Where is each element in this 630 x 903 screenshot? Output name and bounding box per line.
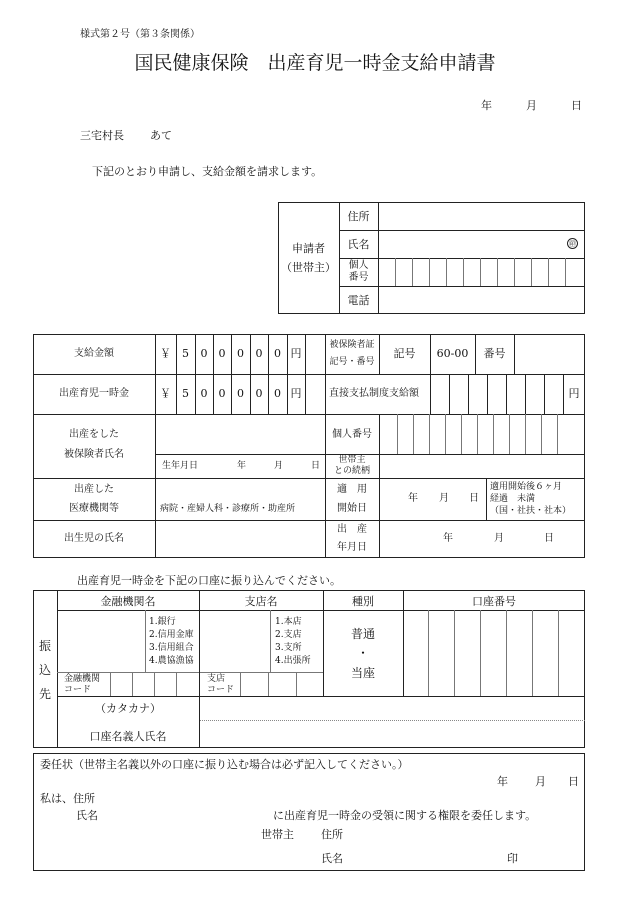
- birth-date-label: 生年月日: [162, 461, 199, 471]
- apply-month-label: 月: [439, 493, 449, 504]
- birth-day-label: 日: [544, 533, 554, 544]
- mynumber-label-2: 番号: [348, 272, 369, 283]
- institution-types: 病院・産婦人科・診療所・助産所: [160, 504, 296, 514]
- payment-digit: 0: [200, 347, 208, 360]
- birth-label-2: 年月日: [337, 542, 367, 553]
- proxy-address-label: 私は、住所: [40, 792, 95, 805]
- proxy-day-label: 日: [568, 775, 579, 788]
- branch-code-label-2: コード: [207, 685, 235, 695]
- lump-sum-digit: 0: [274, 387, 281, 400]
- branch-type-option[interactable]: 2.支店: [275, 630, 302, 640]
- applicant-phone-label: 電話: [347, 294, 370, 307]
- account-number-field[interactable]: [404, 611, 584, 695]
- payment-digit: 0: [218, 347, 226, 360]
- holder-name-label: 口座名義人氏名: [89, 730, 167, 743]
- applicant-name-label: 氏名: [347, 238, 370, 251]
- bank-types-list: [149, 616, 194, 668]
- apply-note-2: 経過 未満: [490, 494, 536, 504]
- apply-note-1: 適用開始後６ヶ月: [490, 482, 563, 492]
- payment-digit: 0: [237, 347, 244, 360]
- householder-name-label: 氏名: [321, 852, 343, 865]
- bank-type-option[interactable]: 2.信用金庫: [149, 630, 194, 640]
- birth-month-label: 月: [494, 533, 504, 544]
- lump-sum-digit: 0: [237, 387, 244, 400]
- date-month-label: 月: [526, 99, 537, 112]
- proxy-month-label: 月: [535, 775, 546, 788]
- applicant-name-field[interactable]: [380, 231, 560, 257]
- branch-name-header: 支店名: [244, 595, 278, 608]
- holder-name-field[interactable]: [200, 721, 584, 747]
- insured-name-label-1: 出産をした: [69, 429, 119, 440]
- payment-amount-label: 支給金額: [74, 348, 114, 359]
- applicant-address-label: 住所: [347, 210, 370, 223]
- addressee: 三宅村長: [80, 129, 124, 142]
- lump-sum-digit: 0: [218, 387, 226, 400]
- relation-label-1: 世帯主: [338, 455, 366, 465]
- bank-type-option[interactable]: 3.信用組合: [149, 643, 194, 653]
- insurance-card-label-1: 被保険者証: [329, 340, 375, 350]
- proxy-delegation-text: に出産育児一時金の受領に関する権限を委任します。: [273, 809, 537, 822]
- branch-type-option[interactable]: 3.支所: [275, 643, 302, 653]
- householder-seal-label: 印: [507, 852, 518, 865]
- form-title: 国民健康保険 出産育児一時金支給申請書: [134, 52, 496, 74]
- apply-year-label: 年: [408, 493, 418, 504]
- personal-number-label: 個人番号: [332, 429, 372, 440]
- applicant-address-field[interactable]: [380, 203, 584, 229]
- payment-digit: 5: [182, 347, 189, 360]
- date-year-label: 年: [481, 99, 492, 112]
- branch-name-field[interactable]: [200, 611, 269, 671]
- side-label-furi: 振: [39, 639, 52, 653]
- householder-label: 世帯主: [261, 828, 294, 841]
- branch-types-list: [275, 616, 311, 668]
- institution-label-2: 医療機関等: [69, 503, 119, 514]
- branch-type-option[interactable]: 4.出張所: [275, 656, 311, 666]
- apply-start-label-2: 開始日: [337, 503, 367, 514]
- account-type-futsu[interactable]: 普通: [350, 627, 375, 641]
- intro-text: 下記のとおり申請し、支給金額を請求します。: [92, 165, 323, 178]
- lump-sum-yen-sign: ￥: [160, 387, 171, 400]
- lump-sum-yen-label: 円: [290, 387, 302, 400]
- date-day-label: 日: [571, 99, 582, 112]
- proxy-year-label: 年: [497, 775, 508, 788]
- lump-sum-digit: 0: [255, 387, 263, 400]
- bango-label: 番号: [483, 347, 506, 360]
- birth-label-1: 出 産: [337, 524, 367, 535]
- payment-digit: 0: [274, 347, 281, 360]
- kigo-value: 60-00: [436, 347, 469, 360]
- apply-note-3: （国・社扶・社本）: [490, 506, 572, 516]
- payment-yen-label: 円: [290, 347, 302, 360]
- lump-sum-digit: 5: [182, 387, 189, 400]
- kigo-label: 記号: [393, 347, 416, 360]
- branch-code-label-1: 支店: [207, 674, 226, 684]
- bank-type-option[interactable]: 4.農協漁協: [149, 656, 194, 666]
- direct-payment-yen-label: 円: [568, 387, 580, 400]
- account-type-header: 種別: [352, 595, 374, 608]
- householder-address-label: 住所: [321, 828, 343, 841]
- child-name-label: 出生児の氏名: [64, 533, 124, 544]
- child-name-field[interactable]: [156, 521, 324, 557]
- institution-name-header: 金融機関名: [100, 595, 156, 608]
- insured-name-label-2: 被保険者氏名: [64, 449, 124, 460]
- applicant-phone-field[interactable]: [380, 287, 584, 313]
- relation-label-2: との続柄: [333, 466, 370, 476]
- payment-yen-sign: ￥: [160, 347, 171, 360]
- birth-year-label: 年: [237, 461, 247, 471]
- institution-code-label-1: 金融機関: [64, 674, 101, 684]
- form-number: 様式第２号（第３条関係）: [80, 29, 200, 40]
- account-type-toza[interactable]: 当座: [350, 666, 375, 680]
- apply-start-label-1: 適 用: [337, 484, 367, 495]
- side-label-saki: 先: [39, 687, 52, 701]
- side-label-komi: 込: [39, 663, 52, 677]
- account-type-dot: ・: [356, 646, 369, 660]
- insurance-number-field[interactable]: [515, 335, 584, 373]
- proxy-name-label: 氏名: [76, 809, 98, 822]
- branch-type-option[interactable]: 1.本店: [275, 617, 302, 627]
- institution-name-field[interactable]: [58, 611, 144, 671]
- lump-sum-digit: 0: [200, 387, 208, 400]
- direct-payment-label: 直接支払制度支給額: [329, 388, 419, 399]
- apply-day-label: 日: [469, 493, 479, 504]
- birth-year-label: 年: [443, 533, 453, 544]
- payment-digit: 0: [255, 347, 263, 360]
- bank-instruction: 出産育児一時金を下記の口座に振り込んでください。: [77, 574, 341, 587]
- account-number-header: 口座番号: [472, 595, 516, 608]
- birth-month-label: 月: [274, 461, 284, 471]
- lump-sum-label: 出産育児一時金: [59, 388, 129, 399]
- institution-label-1: 出産した: [74, 484, 114, 495]
- applicant-householder-label: （世帯主）: [281, 261, 336, 274]
- katakana-label: （カタカナ）: [95, 702, 161, 715]
- holder-katakana-field[interactable]: [200, 697, 584, 719]
- addressee-suffix: あて: [150, 129, 172, 142]
- bank-type-option[interactable]: 1.銀行: [149, 617, 176, 627]
- institution-code-label-2: コード: [64, 685, 92, 695]
- mynumber-label-1: 個人: [348, 260, 369, 271]
- insured-name-field[interactable]: [156, 415, 324, 453]
- seal-mark: ㊞: [569, 240, 576, 248]
- applicant-label: 申請者: [292, 242, 325, 255]
- insurance-card-label-2: 記号・番号: [329, 357, 375, 367]
- birth-day-label: 日: [311, 461, 321, 471]
- proxy-title: 委任状（世帯主名義以外の口座に振り込む場合は必ず記入してください。）: [40, 758, 409, 771]
